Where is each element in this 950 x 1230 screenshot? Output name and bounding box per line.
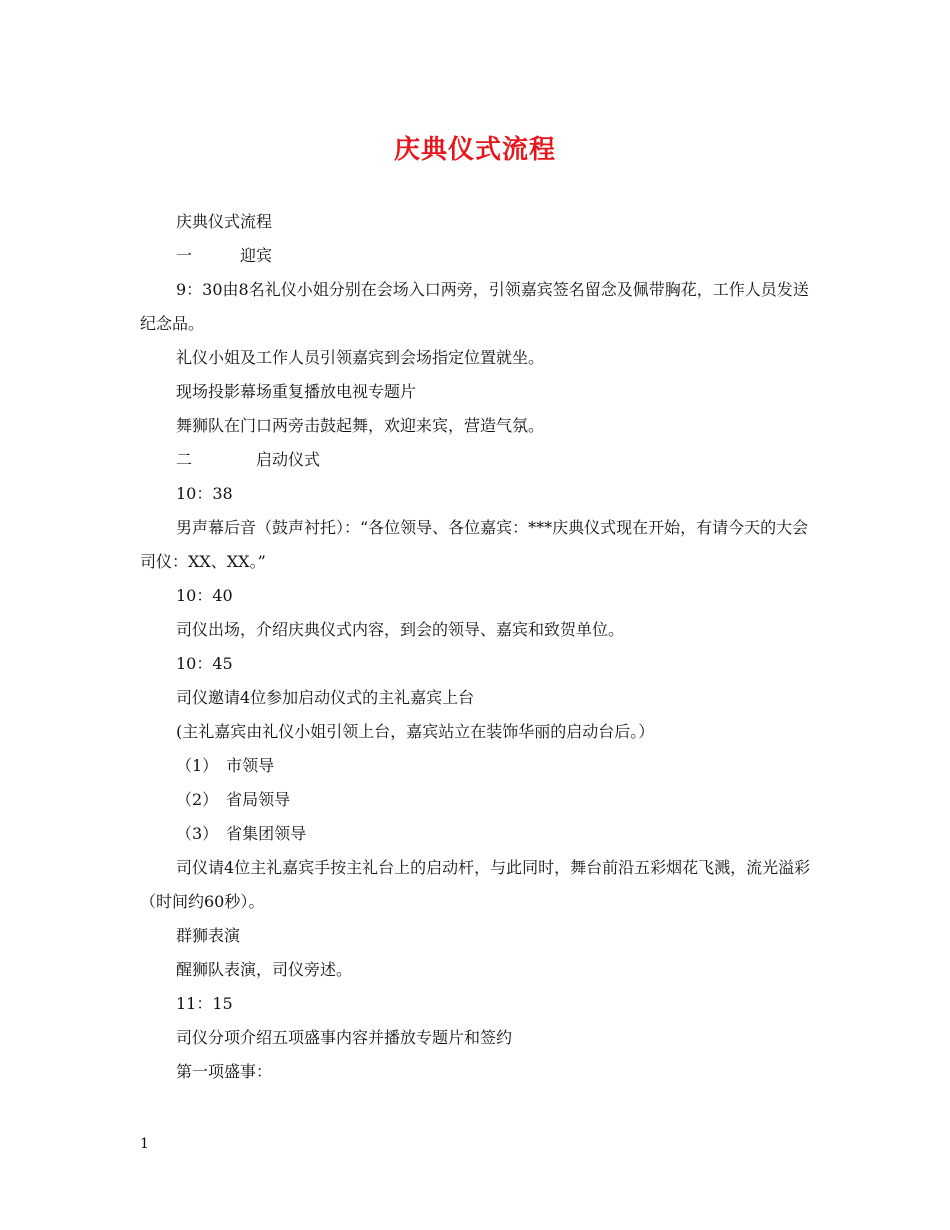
paragraph: 一 迎宾 xyxy=(176,246,273,265)
paragraph: 男声幕后音（鼓声衬托）：“各位领导、各位嘉宾：***庆典仪式现在开始，有请今天的大会司仪：XX、XX。” xyxy=(140,518,809,571)
paragraph: 礼仪小姐及工作人员引领嘉宾到会场指定位置就坐。 xyxy=(176,348,545,367)
paragraph: （3） 省集团领导 xyxy=(176,824,307,843)
paragraph: 10：45 xyxy=(176,654,233,673)
paragraph: 司仪邀请4位参加启动仪式的主礼嘉宾上台 xyxy=(176,688,475,707)
paragraph: 10：38 xyxy=(176,484,233,503)
paragraph: 舞狮队在门口两旁击鼓起舞，欢迎来宾，营造气氛。 xyxy=(176,416,545,435)
paragraph: 10：40 xyxy=(176,586,233,605)
paragraph: 第一项盛事： xyxy=(176,1062,273,1081)
paragraph: （2） 省局领导 xyxy=(176,790,291,809)
document-body xyxy=(140,205,815,1089)
paragraph: 庆典仪式流程 xyxy=(176,212,273,231)
paragraph: 司仪出场，介绍庆典仪式内容，到会的领导、嘉宾和致贺单位。 xyxy=(176,620,625,639)
paragraph: 9：30由8名礼仪小姐分别在会场入口两旁，引领嘉宾签名留念及佩带胸花，工作人员发送纪念品。 xyxy=(140,280,809,333)
paragraph: 二 启动仪式 xyxy=(176,450,321,469)
paragraph: （1） 市领导 xyxy=(176,756,275,775)
paragraph: 群狮表演 xyxy=(176,926,241,945)
paragraph: 11：15 xyxy=(176,994,233,1013)
paragraph: (主礼嘉宾由礼仪小姐引领上台，嘉宾站立在装饰华丽的启动台后。） xyxy=(176,722,655,741)
paragraph: 司仪分项介绍五项盛事内容并播放专题片和签约 xyxy=(176,1028,513,1047)
paragraph: 醒狮队表演，司仪旁述。 xyxy=(176,960,353,979)
paragraph: 司仪请4位主礼嘉宾手按主礼台上的启动杆，与此同时，舞台前沿五彩烟花飞溅，流光溢彩（时间约60秒）。 xyxy=(140,858,811,911)
paragraph: 现场投影幕场重复播放电视专题片 xyxy=(176,382,417,401)
page-number: 1 xyxy=(140,1136,149,1152)
document-title: 庆典仪式流程 xyxy=(393,135,556,165)
